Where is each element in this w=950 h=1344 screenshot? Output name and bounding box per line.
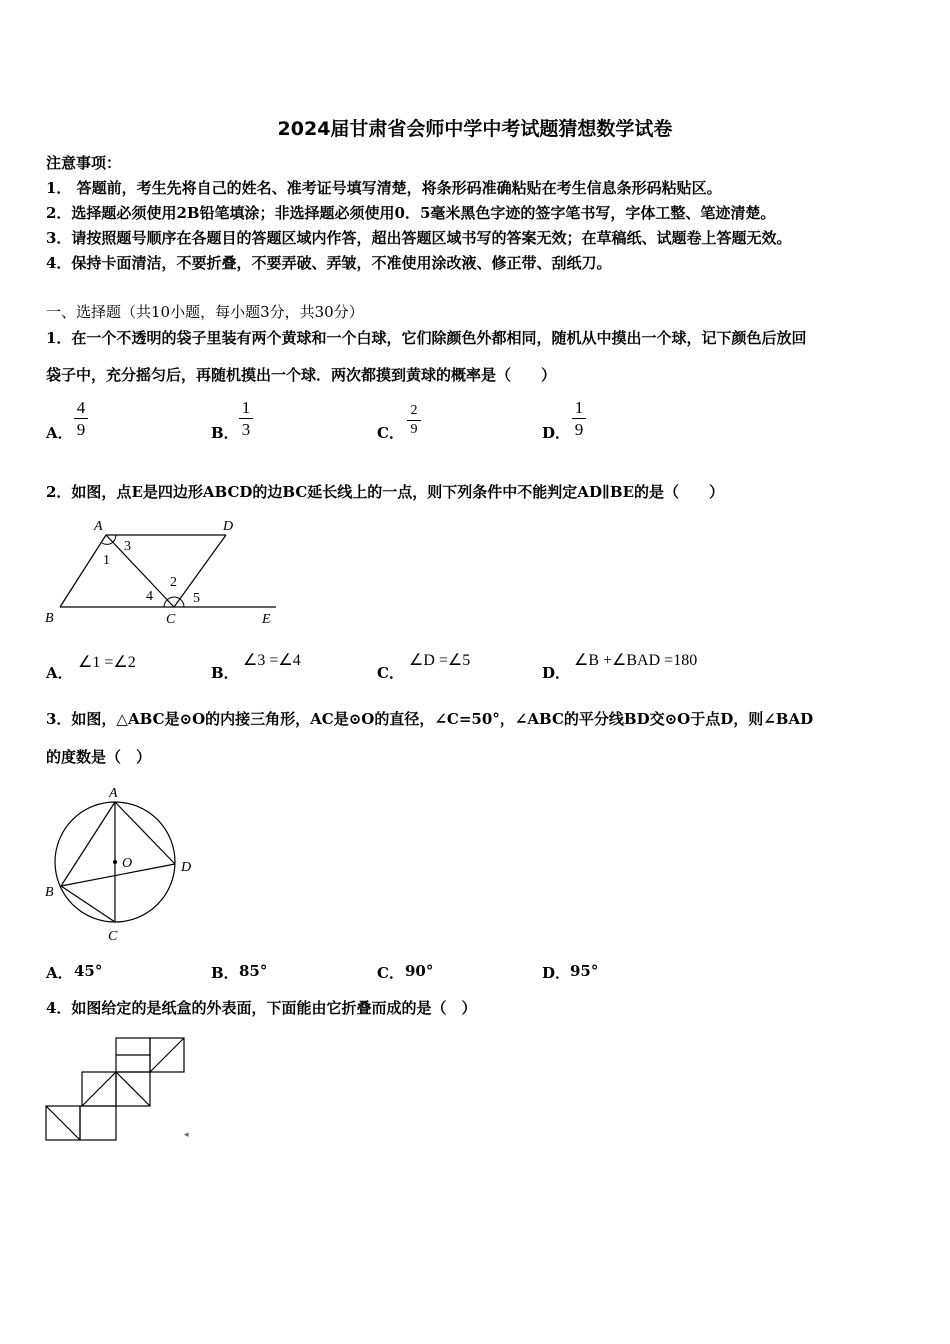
label-angle-1: 1: [103, 553, 110, 568]
fraction-denominator: 9: [410, 422, 418, 437]
q3-stem-line2: 的度数是（ ）: [46, 748, 152, 766]
fraction-denominator: 3: [241, 420, 251, 439]
q3-figure-circle: [40, 782, 200, 944]
page-title: 2024届甘肃省会师中学中考试题猜想数学试卷: [277, 118, 673, 140]
angle-1-arc: [102, 542, 113, 544]
fraction-denominator: 9: [574, 420, 584, 439]
q1-option-d-label: D．: [542, 424, 571, 442]
net-mark-diagonal: [116, 1072, 150, 1106]
line-dc: [174, 535, 226, 607]
line-ab: [60, 535, 106, 607]
q1-stem-line1: 1．在一个不透明的袋子里装有两个黄球和一个白球，它们除颜色外都相同，随机从中摸出一个球，记下颜色后放回: [46, 329, 807, 347]
q3-option-b-value: 85°: [239, 962, 268, 980]
angle-3-arc: [113, 535, 116, 542]
label-a: A: [109, 786, 118, 801]
notice-item-2: 2．选择题必须使用2B铅笔填涂；非选择题必须使用0．5毫米黑色字迹的签字笔书写，字体工整、笔迹清楚。: [46, 204, 776, 222]
fraction-numerator: 2: [410, 403, 418, 418]
stray-mark: ◂: [184, 1130, 189, 1140]
q2-option-c-label: C．: [377, 664, 404, 682]
label-e: E: [262, 612, 271, 627]
q1-option-b-fraction: [239, 398, 253, 439]
q3-stem-line1: 3．如图，△ABC是⊙O的内接三角形，AC是⊙O的直径，∠C=50°，∠ABC的平分线BD交⊙O于点D，则∠BAD: [46, 710, 814, 728]
label-d: D: [223, 519, 234, 534]
q2-option-c-value: ∠D =∠5: [409, 652, 471, 669]
notice-item-3: 3．请按照题号顺序在各题目的答题区域内作答，超出答题区域书写的答案无效；在草稿纸、试题卷上答题无效。: [46, 229, 792, 247]
q2-figure-quadrilateral: [40, 514, 285, 632]
net-mark-diagonal: [82, 1072, 116, 1106]
q1-option-c-label: C．: [377, 424, 404, 442]
section-heading: 一、选择题（共10小题，每小题3分，共30分）: [46, 303, 364, 321]
q1-stem-line2: 袋子中，充分摇匀后，再随机摸出一个球．两次都摸到黄球的概率是（ ）: [46, 366, 557, 384]
q1-option-c-fraction: [407, 403, 421, 438]
q3-option-c-value: 90°: [405, 962, 434, 980]
fraction-denominator: 9: [76, 420, 86, 439]
q4-figure-box-net: [44, 1036, 194, 1146]
angle-4-arc: [164, 600, 167, 607]
q3-option-a-value: 45°: [74, 962, 103, 980]
q2-option-b-label: B．: [211, 664, 239, 682]
q2-option-a-label: A．: [46, 664, 73, 682]
fraction-numerator: 1: [241, 398, 251, 417]
label-angle-4: 4: [146, 589, 153, 604]
label-b: B: [45, 885, 54, 900]
q1-option-a-fraction: [74, 398, 88, 439]
q2-option-b-value: ∠3 =∠4: [243, 652, 301, 669]
notice-item-1: 1． 答题前，考生先将自己的姓名、准考证号填写清楚，将条形码准确粘贴在考生信息条形码粘贴区。: [46, 179, 722, 197]
q2-option-d-value: ∠B +∠BAD =180: [574, 652, 698, 669]
label-c: C: [108, 929, 118, 944]
chord-ad: [115, 802, 175, 864]
q4-stem: 4．如图给定的是纸盒的外表面，下面能由它折叠而成的是（ ）: [46, 999, 477, 1017]
label-c: C: [166, 612, 176, 627]
label-d: D: [181, 860, 192, 875]
net-square: [80, 1106, 116, 1140]
label-b: B: [45, 611, 54, 626]
notice-heading: 注意事项：: [46, 154, 122, 172]
q2-option-a-value: ∠1 =∠2: [78, 654, 136, 671]
notice-item-4: 4．保持卡面清洁，不要折叠，不要弄破、弄皱，不准使用涂改液、修正带、刮纸刀。: [46, 254, 612, 272]
q2-option-d-label: D．: [542, 664, 571, 682]
label-angle-3: 3: [124, 539, 131, 554]
fraction-numerator: 1: [574, 398, 584, 417]
chord-bc: [61, 886, 115, 922]
q3-option-c-label: C．: [377, 964, 404, 982]
angle-5-arc: [180, 599, 184, 607]
net-mark-diagonal: [46, 1106, 80, 1140]
line-ac: [106, 535, 174, 607]
label-o: O: [122, 856, 133, 871]
q2-stem: 2．如图，点E是四边形ABCD的边BC延长线上的一点，则下列条件中不能判定AD∥BE的是（ ）: [46, 483, 725, 501]
q1-option-d-fraction: [572, 398, 586, 439]
q3-option-b-label: B．: [211, 964, 239, 982]
label-angle-5: 5: [193, 591, 200, 606]
q1-option-a-label: A．: [46, 424, 73, 442]
q1-option-b-label: B．: [211, 424, 239, 442]
net-mark-diagonal: [150, 1038, 184, 1072]
center-dot: [113, 860, 117, 864]
label-angle-2: 2: [170, 575, 177, 590]
angle-2-arc: [167, 597, 180, 600]
fraction-numerator: 4: [76, 398, 86, 417]
chord-ab: [61, 802, 115, 886]
q3-option-a-label: A．: [46, 964, 73, 982]
q3-option-d-value: 95°: [570, 962, 599, 980]
q3-option-d-label: D．: [542, 964, 571, 982]
chord-bd: [61, 864, 175, 886]
label-a: A: [94, 519, 103, 534]
